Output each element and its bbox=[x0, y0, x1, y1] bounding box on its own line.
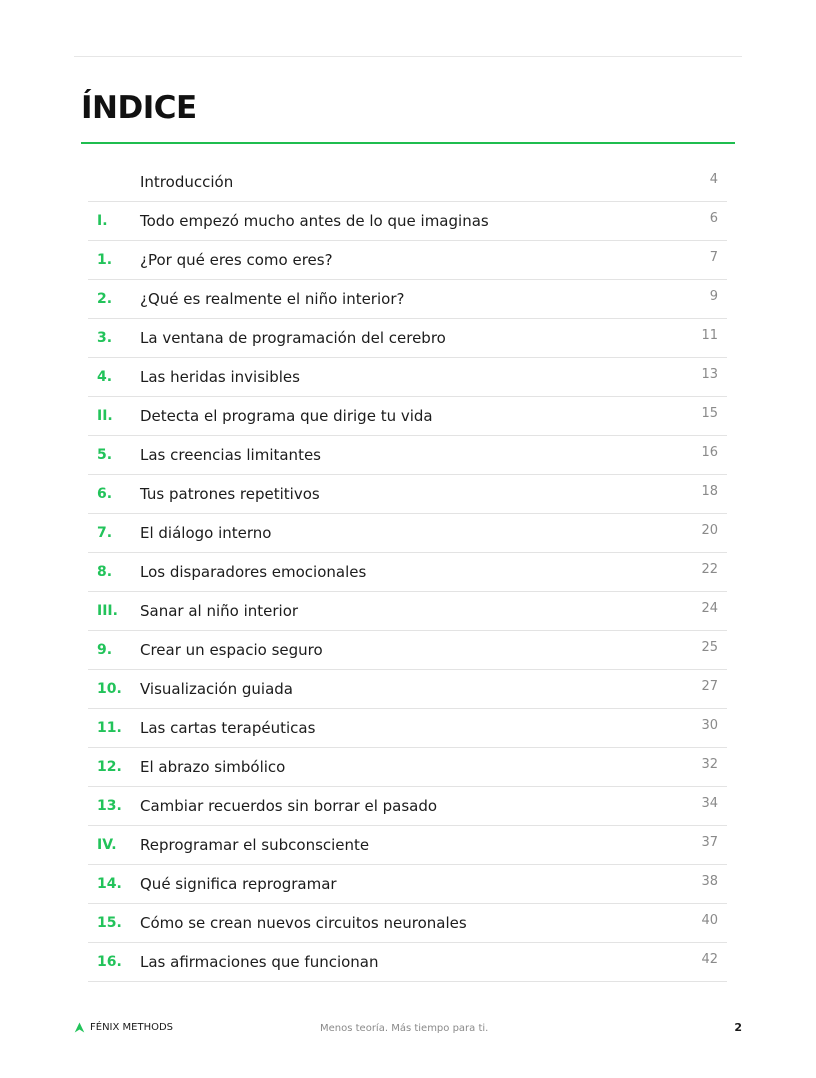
toc-entry-title: Sanar al niño interior bbox=[140, 602, 299, 620]
toc-entry-number: 11. bbox=[97, 720, 122, 736]
toc-entry-title: Cambiar recuerdos sin borrar el pasado bbox=[140, 797, 438, 815]
toc-entry-title: ¿Por qué eres como eres? bbox=[140, 251, 333, 269]
toc-entry[interactable] bbox=[88, 943, 727, 982]
toc-entry-page: 6 bbox=[709, 211, 718, 226]
toc-entry[interactable] bbox=[88, 397, 727, 436]
toc-entry-page: 40 bbox=[701, 913, 718, 928]
toc-entry[interactable] bbox=[88, 670, 727, 709]
brand-name: FÉNIX METHODS bbox=[90, 1022, 174, 1033]
toc-entry-page: 20 bbox=[701, 523, 718, 538]
toc-entry-title: Las afirmaciones que funcionan bbox=[140, 953, 379, 971]
toc-entry-title: ¿Qué es realmente el niño interior? bbox=[140, 290, 405, 308]
toc-entry-number: II. bbox=[97, 408, 113, 424]
toc-entry[interactable] bbox=[88, 358, 727, 397]
toc-entry-number: III. bbox=[97, 603, 118, 619]
toc-entry-title: El diálogo interno bbox=[140, 524, 272, 542]
toc-entry[interactable] bbox=[88, 553, 727, 592]
toc-entry-page: 38 bbox=[701, 874, 718, 889]
toc-entry-number: 7. bbox=[97, 525, 113, 541]
brand bbox=[74, 1022, 173, 1033]
toc-entry[interactable] bbox=[88, 319, 727, 358]
toc-entry-number: 4. bbox=[97, 369, 113, 385]
toc-entry-page: 42 bbox=[701, 952, 718, 967]
toc-entry[interactable] bbox=[88, 865, 727, 904]
toc-entry-page: 7 bbox=[709, 250, 718, 265]
page-footer bbox=[74, 1020, 742, 1040]
toc-entry-page: 27 bbox=[701, 679, 718, 694]
toc-entry[interactable] bbox=[88, 436, 727, 475]
toc-entry-title: Las cartas terapéuticas bbox=[140, 719, 316, 737]
toc-entry-title: Crear un espacio seguro bbox=[140, 641, 323, 659]
toc-entry-number: 3. bbox=[97, 330, 113, 346]
toc-entry-page: 32 bbox=[701, 757, 718, 772]
toc-entry-title: Tus patrones repetitivos bbox=[140, 485, 320, 503]
toc-entry-number: 1. bbox=[97, 252, 113, 268]
toc-entry-title: Qué significa reprogramar bbox=[140, 875, 337, 893]
toc-entry[interactable] bbox=[88, 631, 727, 670]
toc-entry[interactable] bbox=[88, 280, 727, 319]
toc-entry-title: Todo empezó mucho antes de lo que imaginas bbox=[140, 212, 489, 230]
toc-entry[interactable] bbox=[88, 592, 727, 631]
phoenix-logo-icon bbox=[74, 1022, 85, 1033]
toc-entry-page: 15 bbox=[701, 406, 718, 421]
toc-entry-number: 5. bbox=[97, 447, 113, 463]
toc-entry-number: I. bbox=[97, 213, 108, 229]
toc-entry-title: Introducción bbox=[140, 173, 234, 191]
toc-entry[interactable] bbox=[88, 202, 727, 241]
toc-entry-page: 30 bbox=[701, 718, 718, 733]
toc-entry-title: Los disparadores emocionales bbox=[140, 563, 367, 581]
toc-entry-page: 9 bbox=[709, 289, 718, 304]
toc-entry-number: 2. bbox=[97, 291, 113, 307]
toc-entry-number: 10. bbox=[97, 681, 122, 697]
toc-entry-number: 9. bbox=[97, 642, 113, 658]
toc-entry-title: Las heridas invisibles bbox=[140, 368, 300, 386]
header-divider bbox=[74, 56, 742, 57]
toc-entry-title: Reprogramar el subconsciente bbox=[140, 836, 370, 854]
toc-entry-page: 16 bbox=[701, 445, 718, 460]
toc-entry-page: 13 bbox=[701, 367, 718, 382]
toc-entry-number: 12. bbox=[97, 759, 122, 775]
toc-entry-page: 11 bbox=[701, 328, 718, 343]
toc-entry[interactable] bbox=[88, 709, 727, 748]
toc-entry-title: Detecta el programa que dirige tu vida bbox=[140, 407, 433, 425]
toc-entry-number: 13. bbox=[97, 798, 122, 814]
toc-entry[interactable] bbox=[88, 241, 727, 280]
toc-entry[interactable] bbox=[88, 514, 727, 553]
toc-entry[interactable] bbox=[88, 904, 727, 943]
toc-entry-number: 16. bbox=[97, 954, 122, 970]
toc-entry-title: Las creencias limitantes bbox=[140, 446, 321, 464]
toc-entry-page: 18 bbox=[701, 484, 718, 499]
toc-entry-page: 4 bbox=[709, 172, 718, 187]
toc-entry[interactable] bbox=[88, 163, 727, 202]
toc-entry-number: 14. bbox=[97, 876, 122, 892]
table-of-contents bbox=[88, 163, 727, 982]
toc-entry[interactable] bbox=[88, 787, 727, 826]
page-number: 2 bbox=[734, 1021, 742, 1034]
toc-entry[interactable] bbox=[88, 475, 727, 514]
toc-entry-title: Cómo se crean nuevos circuitos neuronales bbox=[140, 914, 467, 932]
toc-entry-page: 24 bbox=[701, 601, 718, 616]
toc-entry[interactable] bbox=[88, 748, 727, 787]
toc-entry-title: La ventana de programación del cerebro bbox=[140, 329, 446, 347]
footer-tagline: Menos teoría. Más tiempo para ti. bbox=[320, 1023, 489, 1034]
toc-entry-number: IV. bbox=[97, 837, 117, 853]
toc-entry-page: 37 bbox=[701, 835, 718, 850]
toc-entry-number: 6. bbox=[97, 486, 113, 502]
toc-entry[interactable] bbox=[88, 826, 727, 865]
toc-entry-title: Visualización guiada bbox=[140, 680, 293, 698]
toc-entry-title: El abrazo simbólico bbox=[140, 758, 286, 776]
toc-entry-page: 34 bbox=[701, 796, 718, 811]
title-underline bbox=[81, 142, 735, 144]
page-title: ÍNDICE bbox=[81, 90, 197, 126]
toc-entry-page: 22 bbox=[701, 562, 718, 577]
toc-entry-page: 25 bbox=[701, 640, 718, 655]
toc-entry-number: 15. bbox=[97, 915, 122, 931]
toc-entry-number: 8. bbox=[97, 564, 113, 580]
